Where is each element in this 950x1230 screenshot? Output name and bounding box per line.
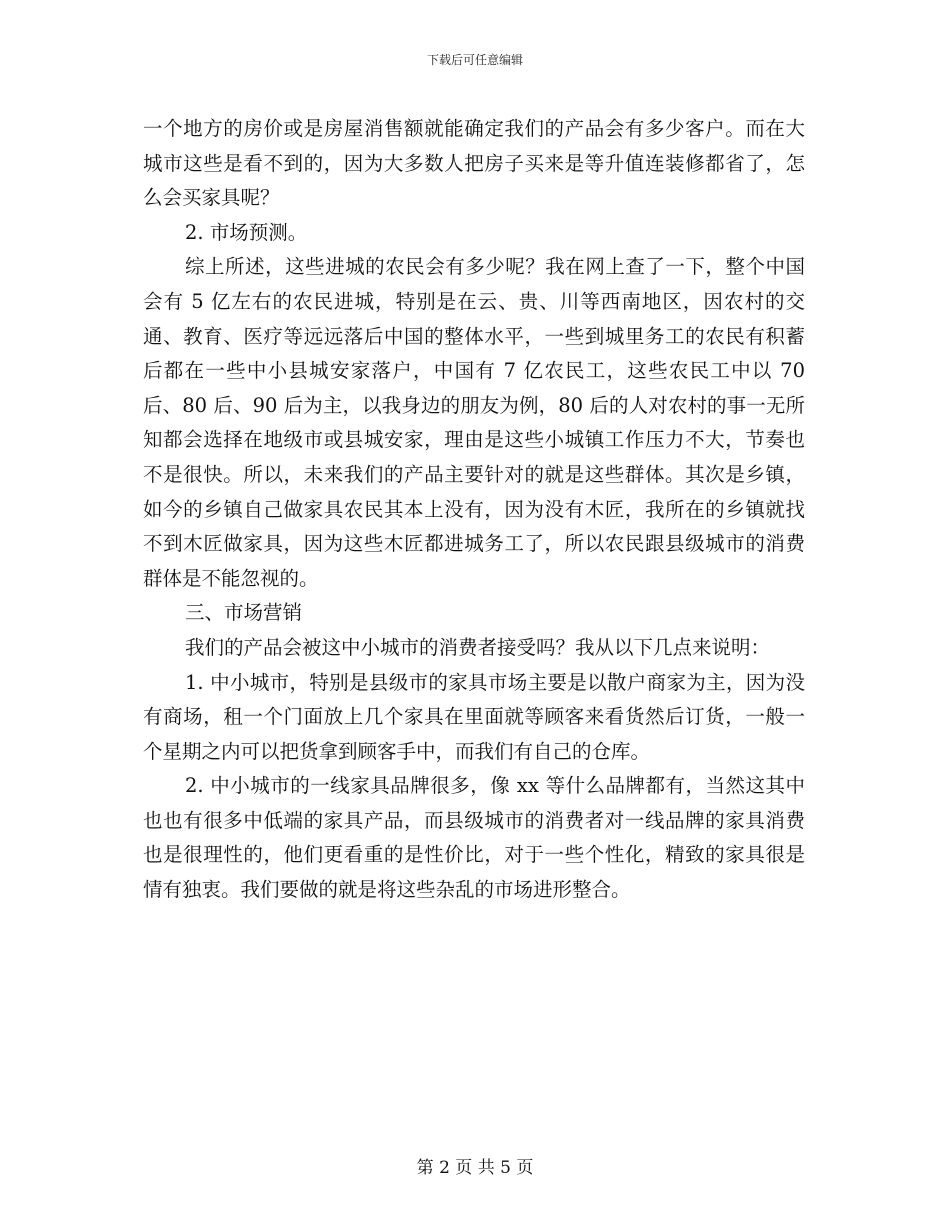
paragraph-marketing-intro: 我们的产品会被这中小城市的消费者接受吗？我从以下几点来说明：	[185, 635, 771, 659]
subheading-market-forecast: 2. 市场预测。	[185, 220, 308, 244]
paragraph-point-1: 1. 中小城市，特别是县级市的家具市场主要是以散户商家为主，因为没有商场，租一个门面放上几个家具在里面就等顾客来看货然后订货，一般一个星期之内可以把货拿到顾客手中，而我们有自己的仓库。	[143, 670, 805, 763]
paragraph-continuation: 一个地方的房价或是房屋消售额就能确定我们的产品会有多少客户。而在大城市这些是看不到的，因为大多数人把房子买来是等升值连装修都省了，怎么会买家具呢？	[143, 117, 805, 210]
page-header: 下载后可任意编辑	[426, 53, 523, 67]
section-heading-marketing: 三、市场营销	[185, 601, 303, 625]
paragraph-point-2: 2. 中小城市的一线家具品牌很多，像 xx 等什么品牌都有，当然这其中也也有很多中低端的家具产品，而县级城市的消费者对一线品牌的家具消费也是很理性的，他们更看重的是性价比，对于一些个性化，精致的家具很是情有独衷。我们要做的就是将这些杂乱的市场进形整合。	[143, 774, 805, 902]
paragraph-forecast: 综上所述，这些进城的农民会有多少呢？我在网上查了一下，整个中国会有 5 亿左右的农民进城，特别是在云、贵、川等西南地区，因农村的交通、教育、医疗等远远落后中国的整体水平，一些到城里务工的农民有积蓄后都在一些中小县城安家落户，中国有 7 亿农民工，这些农民工中以 70 后、80 后、90 后为主，以我身边的朋友为例，80 后的人对农村的事一无所知都会选择在地级市或县城安家，理由是这些小城镇工作压力不大，节奏也不是很快。所以，未来我们的产品主要针对的就是这些群体。其次是乡镇，如今的乡镇自己做家具农民其本上没有，因为没有木匠，我所在的乡镇就找不到木匠做家具，因为这些木匠都进城务工了，所以农民跟县级城市的消费群体是不能忽视的。	[143, 255, 805, 590]
document-body	[143, 112, 805, 908]
page-footer: 第 2 页 共 5 页	[416, 1158, 534, 1178]
